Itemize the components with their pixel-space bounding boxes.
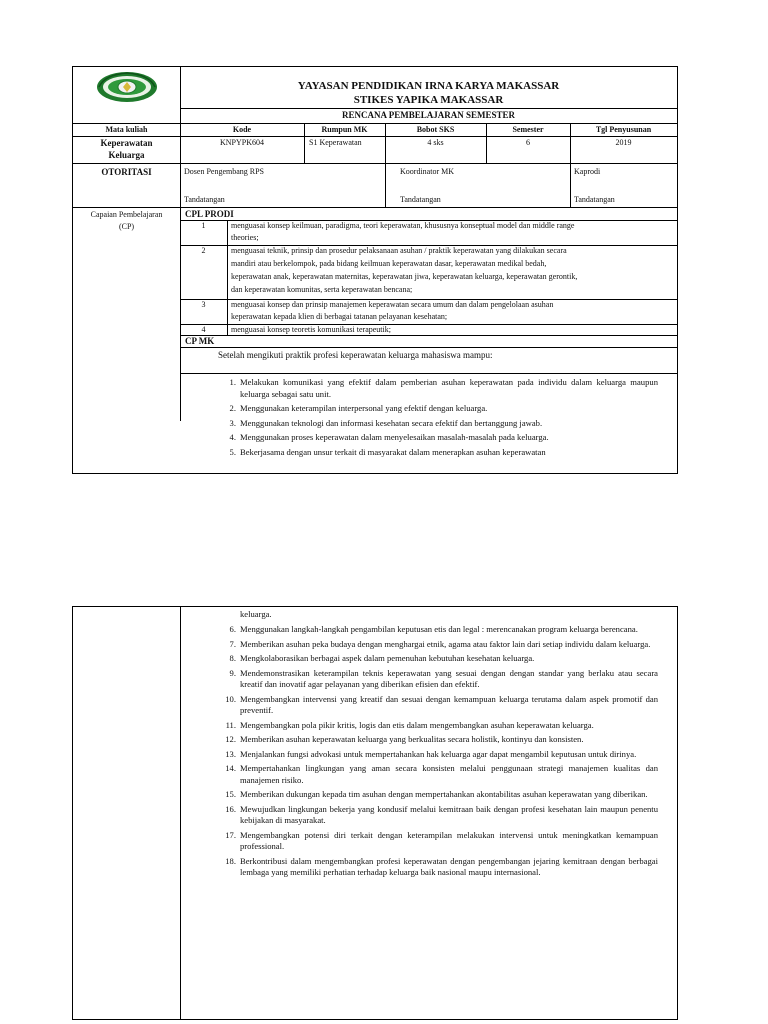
list-item (218, 639, 658, 651)
list-item-number: 4. (229, 432, 236, 442)
list-item (218, 720, 658, 732)
list-item-number: 16. (225, 803, 236, 814)
signature-kaprodi: Tandatangan (574, 195, 615, 204)
course-code: KNPYPK604 (219, 138, 264, 147)
list-item-text: Mengembangkan intervensi yang kreatif dan sesuai dengan kemampuan keluarga terutama dalam aspek promotif dan preventif. (240, 693, 658, 715)
list-item-number: 6. (229, 624, 236, 634)
institution-logo (93, 70, 161, 104)
list-item (218, 694, 658, 717)
header-bobot: Bobot SKS (416, 125, 455, 134)
list-item-number: 12. (225, 734, 236, 744)
list-item (218, 749, 658, 761)
list-item (218, 377, 658, 400)
cpmk-title: CP MK (185, 336, 215, 346)
course-name-line2: Keluarga (108, 150, 145, 160)
header-semester: Semester (512, 125, 544, 134)
list-item-number: 9. (229, 667, 236, 678)
dosen-pengembang: Dosen Pengembang RPS (184, 167, 264, 176)
list-item-number: 8. (229, 653, 236, 663)
list-item-text: Memberikan asuhan keperawatan keluarga yang berkualitas secara holistik, kontinyu dan konsisten. (240, 734, 584, 744)
list-item-text: Menggunakan keterampilan interpersonal yang efektif dengan keluarga. (240, 403, 488, 413)
list-item-text: Memberikan dukungan kepada tim asuhan dengan mempertahankan akontabilitas asuhan keperawatan yang diberikan. (240, 789, 648, 799)
header-tgl: Tgl Penyusunan (595, 125, 652, 134)
cpl-text: menguasai konsep teoretis komunikasi terapeutik; (231, 325, 391, 334)
list-item-number: 10. (225, 693, 236, 704)
foundation-name: YAYASAN PENDIDIKAN IRNA KARYA MAKASSAR (297, 80, 560, 92)
cpl-number: 4 (201, 325, 206, 334)
koordinator-mk: Koordinator MK (400, 167, 454, 176)
list-item-text: Bekerjasama dengan unsur terkait di masyarakat dalam menerapkan asuhan keperawatan (240, 446, 546, 457)
course-rumpun: S1 Keperawatan (309, 138, 362, 147)
list-item-text: Menjalankan fungsi advokasi untuk mempertahankan hak keluarga agar dapat mengambil keputusan untuk dirinya. (240, 748, 637, 759)
cpl-text: mandiri atau berkelompok, pada bidang keilmuan keperawatan dasar, keperawatan medikal bedah, (231, 259, 547, 268)
signature-dosen: Tandatangan (184, 195, 225, 204)
list-item-text: Mengembangkan pola pikir kritis, logis dan etis dalam mengembangkan asuhan keperawatan keluarga. (240, 719, 594, 730)
list-item-text: Mempertahankan lingkungan yang aman secara konsisten melalui penggunaan strategi manajemen kualitas dan manajemen risiko. (240, 763, 658, 785)
list-item-number: 15. (225, 789, 236, 799)
list-item-number: 2. (229, 403, 236, 413)
list-item-number: 17. (225, 829, 236, 840)
kaprodi: Kaprodi (574, 167, 601, 176)
cpmk-list-page1 (218, 377, 658, 461)
cpl-number: 1 (201, 221, 206, 230)
course-name-line1: Keperawatan (100, 138, 153, 148)
signature-koordinator: Tandatangan (400, 195, 441, 204)
list-item (218, 763, 658, 786)
list-item-number: 14. (225, 763, 236, 773)
rps-page-2 (72, 606, 678, 1020)
cpl-text: menguasai konsep keilmuan, paradigma, teori keperawatan, khususnya konseptual model dan middle range (231, 221, 575, 230)
list-item-text: Melakukan komunikasi yang efektif dalam pemberian asuhan keperawatan pada individu dalam keluarga maupun keluarga sebagai satu unit. (240, 377, 658, 399)
list-item-text: Menggunakan langkah-langkah pengambilan keputusan etis dan legal : merencanakan program keluarga berencana. (240, 624, 638, 634)
list-item-text: Mengembangkan potensi diri terkait dengan keterampilan melakukan intervensi untuk meningkatkan kemampuan professional. (240, 829, 658, 851)
list-item (218, 856, 658, 879)
list-item (218, 734, 658, 746)
list-item (218, 624, 658, 636)
list-item-text: Mewujudkan lingkungan bekerja yang kondusif melalui kemitraan baik dengan profesi kesehatan lain maupun penentu kebijakan di masyarakat. (240, 803, 658, 825)
list-item-number: 18. (225, 855, 236, 866)
cpl-text: menguasai konsep dan prinsip manajemen keperawatan secara umum dan dalam pengelolaan asuhan (231, 300, 554, 309)
document-title: RENCANA PEMBELAJARAN SEMESTER (341, 110, 516, 120)
list-item-text: Mengkolaborasikan berbagai aspek dalam pemenuhan kebutuhan kesehatan keluarga. (240, 653, 535, 663)
list-item-number: 1. (229, 377, 236, 387)
list-item (218, 789, 658, 801)
list-item (218, 653, 658, 665)
cpl-text: menguasai teknik, prinsip dan prosedur pelaksanaan asuhan / praktik keperawatan yang dilakukan secara (231, 246, 567, 255)
list-item (218, 418, 658, 430)
capaian-label-1: Capaian Pembelajaran (90, 210, 163, 219)
list-item (218, 403, 658, 415)
cpl-text: theories; (231, 233, 259, 242)
list-item-text: Berkontribusi dalam mengembangkan profesi keperawatan dengan pengembangan jejaring kemitraan dengan berbagai lembaga yang memiliki perhatian terhadap keluarga baik nasional maupu internasional. (240, 855, 658, 877)
course-bobot: 4 sks (427, 138, 444, 147)
cpmk-list-page2 (218, 624, 658, 882)
cpl-number: 3 (201, 300, 206, 309)
course-semester: 6 (526, 138, 530, 147)
list-item-text: Menggunakan teknologi dan informasi kesehatan secara efektif dan bertanggung jawab. (240, 417, 543, 428)
list-item-number: 11. (225, 719, 236, 730)
header-rumpun: Rumpun MK (321, 125, 368, 134)
list-item-number: 3. (229, 417, 236, 428)
cpl-text: keperawatan anak, keperawatan maternitas, keperawatan jiwa, keperawatan keluarga, keperawatan gerontik, (231, 272, 578, 281)
cpl-number: 2 (201, 246, 206, 255)
list-item (218, 804, 658, 827)
cpl-prodi-title: CPL PRODI (185, 209, 234, 219)
list-item-text: Mendemonstrasikan keterampilan teknis keperawatan yang sesuai dengan dengan standar yang berlaku atau secara kreatif dan inovatif agar pelayanan yang diberikan efisien dan efektif. (240, 667, 658, 689)
list-item (218, 432, 658, 444)
list-item-number: 13. (225, 748, 236, 759)
list-item-number: 5. (229, 446, 236, 457)
rps-page-1 (72, 66, 678, 474)
capaian-label-2: (CP) (118, 222, 135, 231)
cpmk-continuation: keluarga. (240, 609, 272, 619)
cpl-text: dan keperawatan komunitas, serta keperawatan bencana; (231, 285, 413, 294)
list-item-text: Menggunakan proses keperawatan dalam menyelesaikan masalah-masalah pada keluarga. (240, 432, 549, 442)
otoritasi-label: OTORITASI (101, 167, 152, 177)
list-item-number: 7. (229, 638, 236, 649)
list-item (218, 668, 658, 691)
header-mata-kuliah: Mata kuliah (105, 125, 148, 134)
list-item-text: Memberikan asuhan peka budaya dengan menghargai etnik, agama atau faktor lain dari setiap individu dalam keluarga. (240, 638, 651, 649)
course-date: 2019 (615, 138, 632, 147)
header-kode: Kode (232, 125, 252, 134)
list-item (218, 447, 658, 459)
cpmk-intro: Setelah mengikuti praktik profesi keperawatan keluarga mahasiswa mampu: (218, 350, 493, 360)
list-item (218, 830, 658, 853)
cpl-text: keperawatan kepada klien di berbagai tatanan pelayanan kesehatan; (231, 312, 448, 321)
institution-name: STIKES YAPIKA MAKASSAR (353, 94, 504, 106)
